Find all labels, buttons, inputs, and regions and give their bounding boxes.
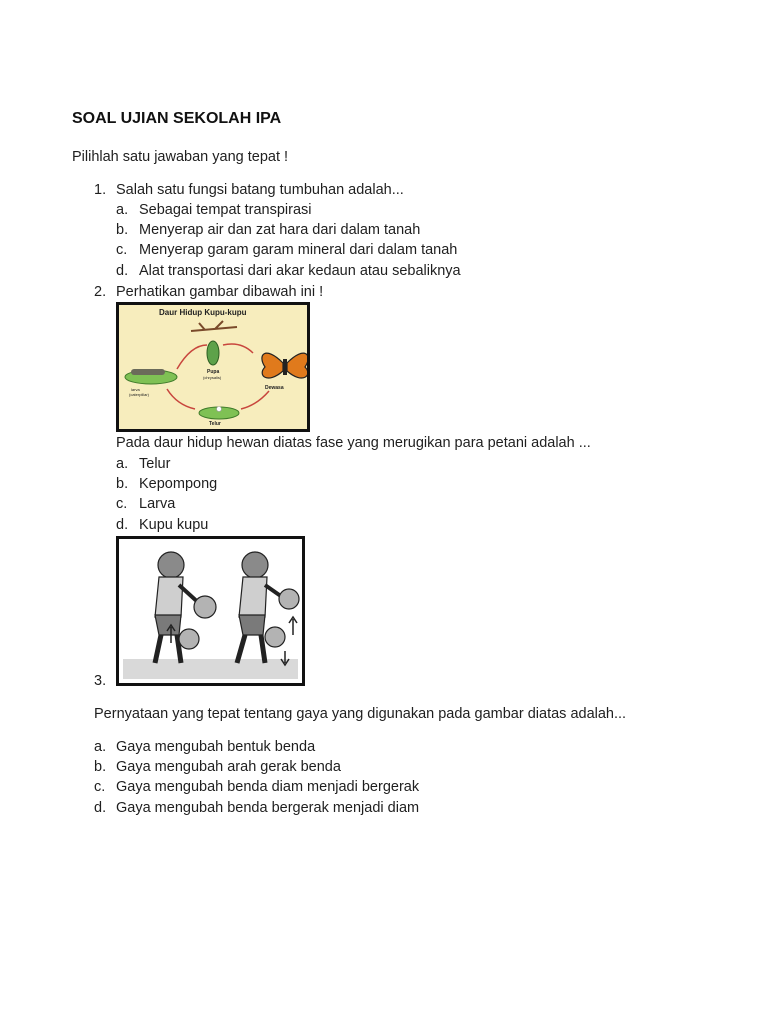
lifecycle-illustration <box>119 305 307 429</box>
butterfly-lifecycle-figure <box>116 302 310 432</box>
option-text: Alat transportasi dari akar kedaun atau sebaliknya <box>139 263 461 279</box>
question-number: 1. <box>94 182 107 198</box>
option-text: Kepompong <box>139 476 218 492</box>
option-text: Sebagai tempat transpirasi <box>139 202 312 218</box>
label-larva: larva <box>131 387 140 392</box>
option-letter: c. <box>116 242 128 258</box>
option-letter: b. <box>94 759 107 775</box>
egg-shape <box>217 407 222 412</box>
option-letter: b. <box>116 222 129 238</box>
option-letter: a. <box>94 739 107 755</box>
question-number: 3. <box>94 673 107 689</box>
label-larva-sub: (caterpillar) <box>129 392 150 397</box>
instruction: Pilihlah satu jawaban yang tepat ! <box>72 149 289 165</box>
option-letter: d. <box>116 517 129 533</box>
label-adult: Dewasa <box>265 385 284 391</box>
question-text: Pernyataan yang tepat tentang gaya yang digunakan pada gambar diatas adalah... <box>94 706 627 722</box>
option-text: Telur <box>139 456 171 472</box>
boy-ball-figure <box>116 536 305 686</box>
question-text: Salah satu fungsi batang tumbuhan adalah... <box>116 182 404 198</box>
option-letter: a. <box>116 456 129 472</box>
option-text: Menyerap air dan zat hara dari dalam tanah <box>139 222 421 238</box>
label-egg: Telur <box>209 421 221 427</box>
ball-icon <box>265 627 285 647</box>
option-text: Gaya mengubah bentuk benda <box>116 739 316 755</box>
larva-shape <box>131 369 165 375</box>
option-letter: c. <box>116 496 128 512</box>
option-letter: d. <box>116 263 129 279</box>
ball-icon <box>279 589 299 609</box>
question-text: Perhatikan gambar dibawah ini ! <box>116 284 324 300</box>
pupa-shape <box>207 341 219 365</box>
option-letter: d. <box>94 800 107 816</box>
option-text: Gaya mengubah benda diam menjadi bergerak <box>116 779 420 795</box>
figure-title: Daur Hidup Kupu-kupu <box>159 308 247 317</box>
ball-icon <box>179 629 199 649</box>
floor-shadow <box>123 659 298 679</box>
option-letter: c. <box>94 779 106 795</box>
option-letter: b. <box>116 476 129 492</box>
label-pupa-sub: (chrysalis) <box>203 375 222 380</box>
question-number: 2. <box>94 284 107 300</box>
option-text: Larva <box>139 496 176 512</box>
label-pupa: Pupa <box>207 369 220 375</box>
question-text-after-figure: Pada daur hidup hewan diatas fase yang merugikan para petani adalah ... <box>116 435 591 451</box>
option-text: Menyerap garam garam mineral dari dalam tanah <box>139 242 458 258</box>
option-letter: a. <box>116 202 129 218</box>
option-text: Gaya mengubah arah gerak benda <box>116 759 341 775</box>
boy-ball-illustration <box>119 539 302 683</box>
option-text: Gaya mengubah benda bergerak menjadi diam <box>116 800 420 816</box>
option-text: Kupu kupu <box>139 517 209 533</box>
page-title: SOAL UJIAN SEKOLAH IPA <box>72 110 282 127</box>
ball-icon <box>194 596 216 618</box>
